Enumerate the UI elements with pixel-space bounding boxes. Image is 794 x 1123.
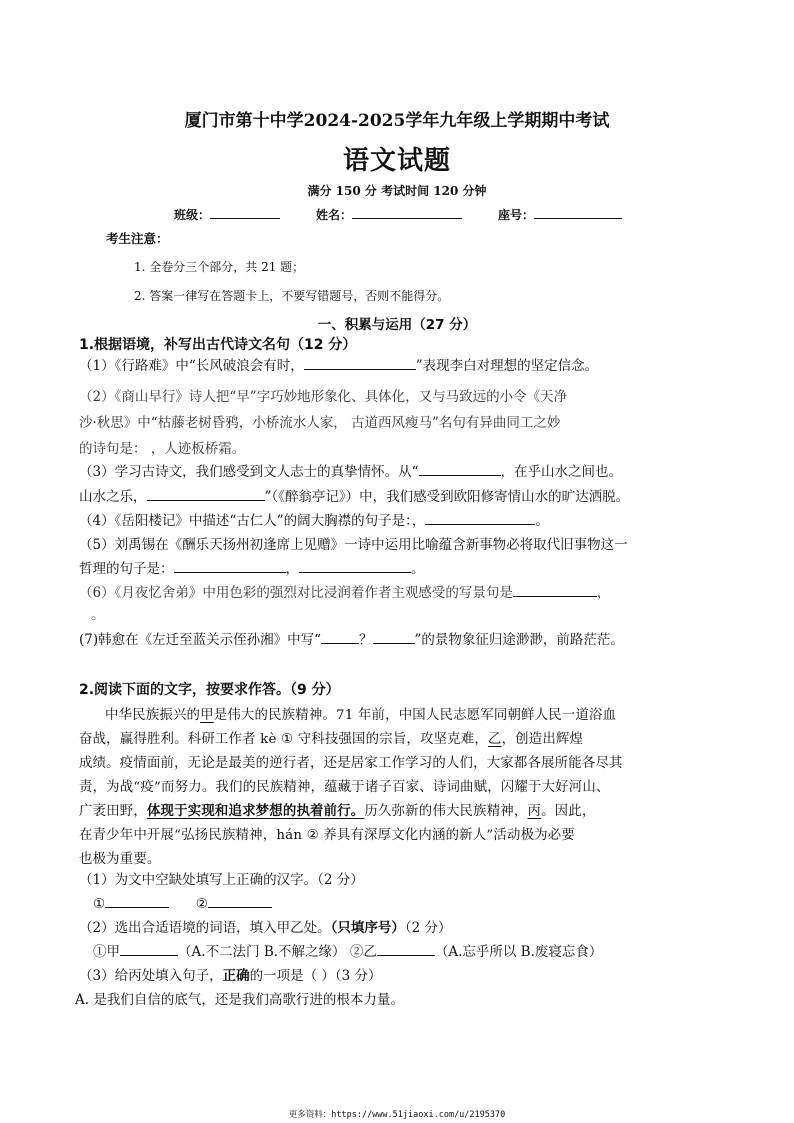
blank-bing: 丙 xyxy=(527,804,542,819)
q1-line-9 xyxy=(79,559,425,579)
q2-text: ，创造出辉煌 xyxy=(501,732,584,747)
q1-line-5 xyxy=(79,462,622,482)
q1-line-12-text-end: ”的景物象征归途渺渺，前路茫茫。 xyxy=(414,632,624,648)
answer-blank[interactable] xyxy=(419,463,501,476)
q2-para-line-5 xyxy=(79,800,595,819)
q1-line-2: （2）《商山早行》诗人把“早”字巧妙地形象化、具体化，又与马致远的小令《天净 xyxy=(79,389,568,405)
q1-line-9-comma: ， xyxy=(285,561,299,577)
seat-field xyxy=(498,206,622,223)
q2-para-line-3: 成绩。疫情面前，无论是最美的逆行者，还是居家工作学习的人们，大家都各展所能各尽其 xyxy=(79,756,623,771)
name-blank[interactable] xyxy=(352,206,462,219)
notice-title: 考生注意： xyxy=(106,231,169,246)
q1-line-6-text-end: ”（《醉翁亭记》）中，我们感受到欧阳修寄情山水的旷达洒脱。 xyxy=(264,489,630,505)
q1-line-6-text: 山水之乐， xyxy=(79,489,147,505)
q1-line-3: 沙·秋思》中“枯藤老树昏鸦，小桥流水人家， 古道西风瘦马”名句有异曲同工之妙 xyxy=(79,415,561,431)
q2-option-a: A. 是我们自信的底气，还是我们高歌行进的根本力量。 xyxy=(75,992,404,1008)
q2-bold-sentence: 体现于实现和追求梦想的执着前行。 xyxy=(146,803,365,819)
answer-blank[interactable] xyxy=(208,895,272,908)
q2-sub-3-text: （3）给丙处填入句子， xyxy=(79,968,223,984)
exam-title: 厦门市第十中学2024-2025学年九年级上学期期中考试 xyxy=(184,111,610,131)
answer-blank[interactable] xyxy=(321,631,359,644)
answer-label-2: ② xyxy=(195,896,208,912)
q2-para-line-1 xyxy=(105,704,616,723)
notice-item-2: 2. 答案一律写在答题卡上，不要写错题号，否则不能得分。 xyxy=(134,289,450,303)
q1-line-5-text-end: ，在乎山水之间也。 xyxy=(500,464,622,480)
answer-blank[interactable] xyxy=(299,560,411,573)
score-info: 满分 150 分 考试时间 120 分钟 xyxy=(307,184,487,198)
q1-line-7 xyxy=(79,511,549,531)
q2-text: 是伟大的民族精神。71 年前，中国人民志愿军同朝鲜人民一道浴血 xyxy=(213,708,617,723)
seat-label: 座号： xyxy=(498,208,535,222)
q2-text: 中华民族振兴的 xyxy=(105,708,201,723)
q1-line-1-text: （1）《行路难》中“长风破浪会有时， xyxy=(79,358,304,374)
q1-line-7-text-end: 。 xyxy=(535,513,549,529)
q2-sub-2-bold: （只填序号） xyxy=(330,920,405,936)
q1-line-12-mark: ？ xyxy=(359,632,373,648)
q2-sub-1-answers xyxy=(93,894,272,914)
q2-text: 。因此， xyxy=(541,804,596,819)
q2-sub-1: （1）为文中空缺处填写上正确的汉字。（2 分） xyxy=(79,872,364,888)
option-jia-choices: （A.不二法门 B.不解之缘） ②乙 xyxy=(178,944,377,960)
answer-blank[interactable] xyxy=(120,943,178,956)
q1-line-9-text: 哲理的句子是： xyxy=(79,561,174,577)
q2-sub-2-text: （2）选出合适语境的词语，填入甲乙处。 xyxy=(79,920,331,936)
footer-link[interactable]: 更多资料：https://www.51jiaoxi.com/u/2195370 xyxy=(288,1110,506,1120)
q1-line-10 xyxy=(79,583,610,603)
answer-blank[interactable] xyxy=(304,357,416,370)
q1-line-5-text: （3）学习古诗文，我们感受到文人志士的真挚情怀。从“ xyxy=(79,464,419,480)
q1-line-8: （5）刘禹锡在《酬乐天扬州初逢席上见赠》一诗中运用比喻蕴含新事物必将取代旧事物这一 xyxy=(79,537,628,553)
q2-para-line-6: 在青少年中开展“弘扬民族精神，hán ② 养具有深厚文化内涵的新人”活动极为必要 xyxy=(79,828,575,843)
blank-jia: 甲 xyxy=(200,708,214,723)
answer-blank[interactable] xyxy=(174,560,286,573)
q2-text: 广袤田野， xyxy=(79,804,147,819)
q2-sub-2-options xyxy=(93,942,602,962)
q2-sub-3-text-end: 的一项是（ ）（3 分） xyxy=(249,968,382,984)
class-label: 班级： xyxy=(174,208,211,222)
q2-sub-2 xyxy=(79,918,451,938)
answer-label-1: ① xyxy=(93,896,106,912)
answer-blank[interactable] xyxy=(425,512,535,525)
q1-line-12 xyxy=(79,630,624,650)
question-2-title: 2.阅读下面的文字，按要求作答。（9 分） xyxy=(79,682,340,698)
q2-para-line-4: 责，为战“疫”而努力。我们的民族精神，蕴藏于诸子百家、诗词曲赋，闪耀于大好河山、 xyxy=(79,780,610,795)
q1-line-6 xyxy=(79,487,629,507)
seat-blank[interactable] xyxy=(534,206,622,219)
q1-line-9-end: 。 xyxy=(411,561,425,577)
name-label: 姓名： xyxy=(316,208,353,222)
q2-para-line-2 xyxy=(79,728,583,747)
q1-line-10-text: （6）《月夜忆舍弟》中用色彩的强烈对比浸润着作者主观感受的写景句是 xyxy=(79,585,513,601)
answer-blank[interactable] xyxy=(373,631,415,644)
class-field xyxy=(174,206,280,223)
q1-line-10-comma: ， xyxy=(596,585,611,601)
q2-text: 奋战，赢得胜利。科研工作者 kè ① 守科技强国的宗旨，攻坚克难， xyxy=(79,732,488,747)
subject-title: 语文试题 xyxy=(342,146,451,176)
q2-text: 历久弥新的伟大民族精神， xyxy=(364,804,528,819)
option-yi-choices: （A.忘乎所以 B.废寝忘食） xyxy=(434,944,603,960)
q1-line-12-text: (7)韩愈在《左迁至蓝关示侄孙湘》中写“ xyxy=(79,632,322,648)
q2-para-line-7: 也极为重要。 xyxy=(79,852,161,867)
answer-blank[interactable] xyxy=(105,895,169,908)
answer-blank[interactable] xyxy=(513,584,597,597)
q1-line-11: 。 xyxy=(91,607,105,623)
q2-sub-3-bold: 正确 xyxy=(222,968,250,984)
q1-line-4: 的诗句是： ，人迹板桥霜。 xyxy=(79,441,246,457)
q2-sub-2-points: （2 分） xyxy=(404,920,452,936)
option-jia: ①甲 xyxy=(93,944,120,960)
q1-line-1-text-end: ”表现李白对理想的坚定信念。 xyxy=(415,358,599,374)
notice-item-1: 1. 全卷分三个部分，共 21 题； xyxy=(134,260,305,274)
answer-blank[interactable] xyxy=(377,943,435,956)
blank-yi: 乙 xyxy=(487,732,502,747)
class-blank[interactable] xyxy=(210,206,280,219)
q1-line-7-text: （4）《岳阳楼记》中描述“古仁人”的阔大胸襟的句子是：， xyxy=(79,513,426,529)
answer-blank[interactable] xyxy=(147,488,265,501)
q2-sub-3 xyxy=(79,966,382,986)
question-1-title: 1.根据语境，补写出古代诗文名句（12 分） xyxy=(79,337,357,353)
q1-line-1 xyxy=(79,356,598,376)
name-field xyxy=(316,206,462,223)
section-heading: 一、积累与运用（27 分） xyxy=(317,317,477,333)
